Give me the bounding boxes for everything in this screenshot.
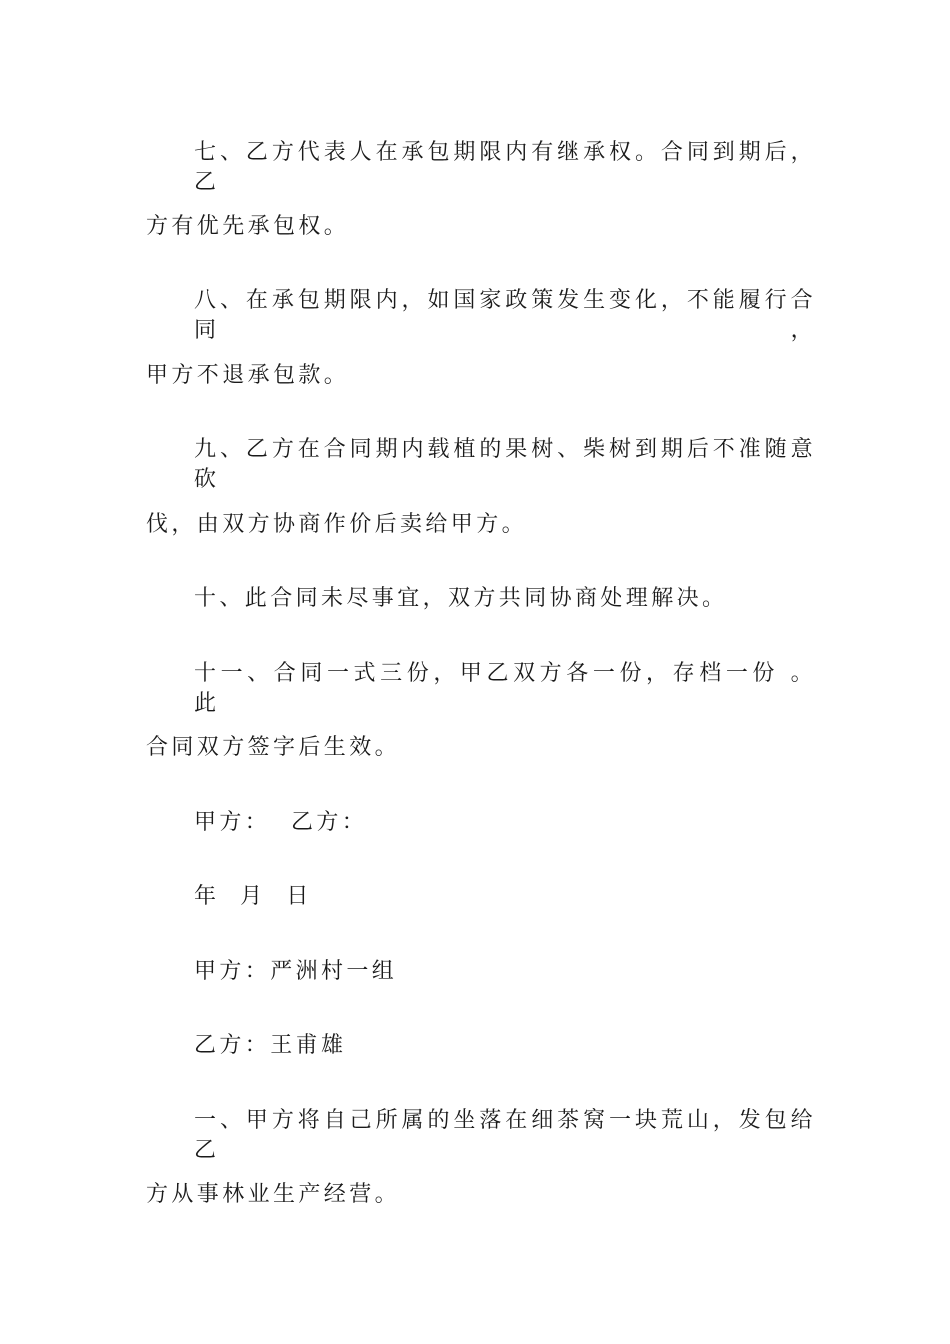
clause-8-line-1: 八、在承包期限内，如国家政策发生变化，不能履行合同， — [194, 288, 816, 343]
signature-date-line: 年 月 日 — [194, 884, 312, 909]
clause-9-line-1: 九、乙方在合同期内载植的果树、柴树到期后不准随意砍 — [194, 437, 816, 492]
clause-9-line-2: 伐，由双方协商作价后卖给甲方。 — [146, 512, 528, 537]
clause-7-line-2: 方有优先承包权。 — [146, 214, 350, 239]
signature-parties-line: 甲方： 乙方： — [194, 810, 368, 835]
clause-1-line-2: 方从事林业生产经营。 — [146, 1182, 401, 1207]
clause-8-line-2: 甲方不退承包款。 — [146, 363, 350, 388]
clause-7-line-1: 七、乙方代表人在承包期限内有继承权。合同到期后，乙 — [194, 140, 816, 195]
party-b-name: 乙方：王甫雄 — [194, 1033, 347, 1058]
party-a-name: 甲方：严洲村一组 — [194, 959, 398, 984]
clause-11-line-2: 合同双方签字后生效。 — [146, 735, 401, 760]
clause-1-line-1: 一、甲方将自己所属的坐落在细茶窝一块荒山，发包给乙 — [194, 1108, 816, 1163]
clause-11-line-1: 十一、合同一式三份，甲乙双方各一份，存档一份 。 此 — [194, 661, 816, 716]
clause-10-line: 十、此合同未尽事宜，双方共同协商处理解决。 — [194, 586, 728, 611]
